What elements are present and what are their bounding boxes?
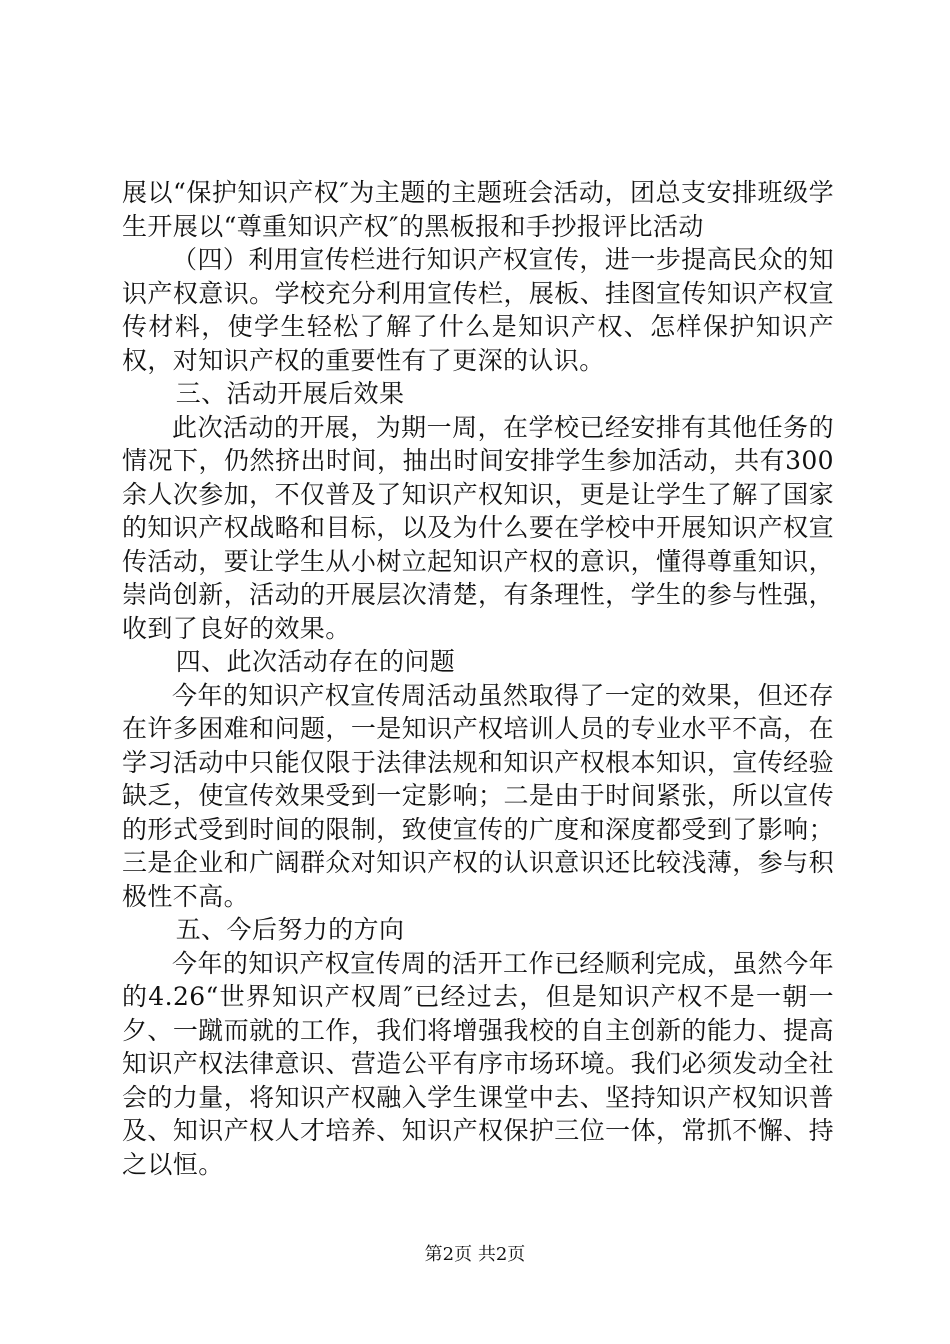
paragraph-effects: 此次活动的开展，为期一周，在学校已经安排有其他任务的情况下，仍然挤出时间，抽出时间安排学生参加活动，共有300余人次参加，不仅普及了知识产权知识，更是让学生了解了国家的知识产权战略和目标，以及为什么要在学校中开展知识产权宣传活动，要让学生从小树立起知识产权的意识，懂得尊重知识，崇尚创新，活动的开展层次清楚，有条理性，学生的参与性强，收到了良好的效果。 xyxy=(122,412,834,643)
paragraph-section-four-item: （四）利用宣传栏进行知识产权宣传，进一步提高民众的知识产权意识。学校充分利用宣传栏，展板、挂图宣传知识产权宣传材料，使学生轻松了解了什么是知识产权、怎样保护知识产权，对知识产权的重要性有了更深的认识。 xyxy=(122,245,834,375)
paragraph-problems: 今年的知识产权宣传周活动虽然取得了一定的效果，但还存在许多困难和问题，一是知识产权培训人员的专业水平不高，在学习活动中只能仅限于法律法规和知识产权根本知识，宣传经验缺乏，使宣传效果受到一定影响；二是由于时间紧张，所以宣传的形式受到时间的限制，致使宣传的广度和深度都受到了影响；三是企业和广阔群众对知识产权的认识意识还比较浅薄，参与积极性不高。 xyxy=(122,680,834,911)
paragraph-future-direction: 今年的知识产权宣传周的活开工作已经顺利完成，虽然今年的4.26“世界知识产权周″已经过去，但是知识产权不是一朝一夕、一蹴而就的工作，我们将增强我校的自主创新的能力、提高知识产权法律意识、营造公平有序市场环境。我们必须发动全社会的力量，将知识产权融入学生课堂中去、坚持知识产权知识普及、知识产权人才培养、知识产权保护三位一体，常抓不懈、持之以恒。 xyxy=(122,948,834,1179)
page-number-footer: 第2页 共2页 xyxy=(424,1244,526,1265)
document-body xyxy=(122,176,834,1181)
section-heading-problems: 四、此次活动存在的问题 xyxy=(175,647,456,676)
section-heading-future-direction: 五、今后努力的方向 xyxy=(175,915,405,944)
paragraph-continuation: 展以“保护知识产权″为主题的主题班会活动，团总支安排班级学生开展以“尊重知识产权″的黑板报和手抄报评比活动 xyxy=(122,178,834,241)
section-heading-effects: 三、活动开展后效果 xyxy=(175,379,405,408)
